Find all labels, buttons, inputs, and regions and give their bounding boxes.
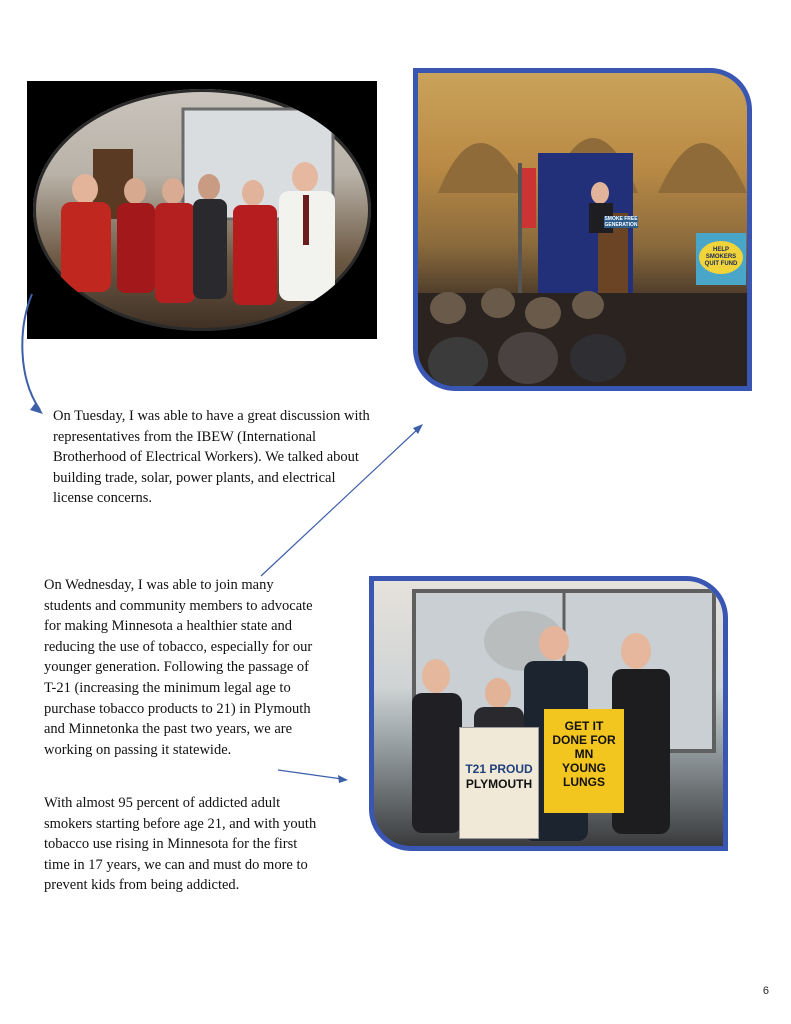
lungs-sign-line1: GET IT bbox=[564, 719, 604, 733]
lungs-sign-line2: DONE FOR bbox=[552, 733, 616, 747]
page-number: 6 bbox=[762, 985, 769, 997]
lungs-sign-line5: LUNGS bbox=[563, 775, 605, 789]
curved-arrow bbox=[14, 288, 54, 420]
plymouth-sign bbox=[459, 727, 539, 839]
diagonal-arrow bbox=[255, 418, 430, 583]
wednesday-paragraph: On Wednesday, I was able to join many students and community members to advocate for making Minnesota a healthier state and reducing the use of tobacco, especially for our younger generation. Following the passage of T-21 (increasing the minimum legal age to purchase tobacco products to 21) in Plymouth and Minnetonka the past two years, we are working on passing it statewide. bbox=[44, 577, 313, 758]
ibew-group-photo bbox=[27, 81, 377, 339]
capitol-rally-photo bbox=[413, 68, 752, 391]
banner-sign: HELP SMOKERS QUIT FUND bbox=[699, 241, 743, 274]
plymouth-sign-line2: PLYMOUTH bbox=[465, 777, 533, 791]
lungs-sign-line3: MN bbox=[574, 747, 594, 761]
statistics-paragraph: With almost 95 percent of addicted adult smokers starting before age 21, and with youth tobacco use rising in Minnesota for the first time in 17 years, we can and must do more to prevent kids from being addicted. bbox=[44, 795, 317, 894]
ibew-photo-oval bbox=[33, 89, 371, 331]
podium-sign: SMOKE FREE GENERATION bbox=[604, 216, 638, 228]
short-arrow bbox=[276, 766, 351, 786]
capitol-rally-illustration bbox=[418, 73, 747, 386]
plymouth-sign-line1: T21 PROUD bbox=[465, 762, 533, 776]
tuesday-paragraph: On Tuesday, I was able to have a great discussion with representatives from the IBEW (International Brotherhood of Electrical Workers). We talked about building trade, solar, power plants, and electrical license concerns. bbox=[53, 408, 370, 507]
lungs-sign-line4: YOUNG bbox=[561, 761, 606, 775]
students-signs-photo bbox=[369, 576, 728, 851]
ibew-photo-illustration bbox=[33, 89, 371, 331]
young-lungs-sign bbox=[544, 709, 624, 813]
